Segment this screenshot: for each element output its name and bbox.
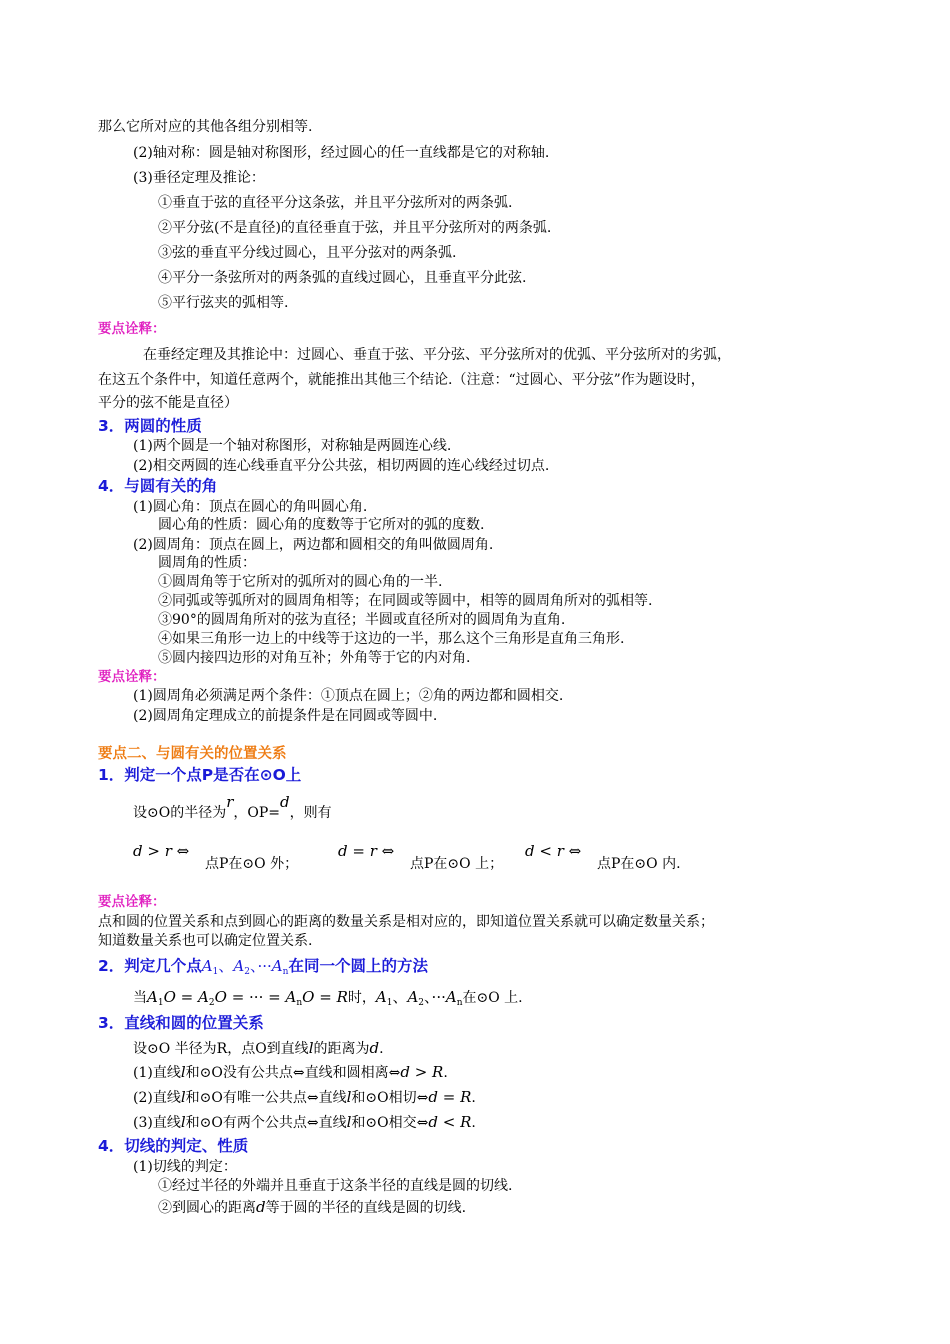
text-line: 那么它所对应的其他各组分别相等.: [98, 119, 313, 135]
text-line: ②到圆心的距离d等于圆的半径的直线是圆的切线.: [158, 1198, 467, 1216]
text-line: (2)轴对称：圆是轴对称图形，经过圆心的任一直线都是它的对称轴.: [133, 145, 550, 161]
math-points: $A_1$、$A_2$、$\cdot\cdot\cdot A_n$: [201, 957, 289, 977]
part-heading: 要点二、与圆有关的位置关系: [98, 746, 287, 762]
text-line: ①垂直于弦的直径平分这条弦，并且平分弦所对的两条弧.: [158, 195, 513, 211]
math-equation: $A_1O = A_2O$ = ··· = $A_nO = R$: [147, 988, 348, 1008]
heading-text: 2．判定几个点: [98, 957, 202, 975]
text-line: 在垂经定理及其推论中：过圆心、垂直于弦、平分弦、平分弦所对的优弧、平分弦所对的劣弧，: [143, 347, 731, 363]
text-span: ，则有: [289, 805, 332, 821]
section-heading: [98, 957, 428, 981]
text-line: ④平分一条弦所对的两条弧的直线过圆心，且垂直平分此弦.: [158, 270, 527, 286]
text-line: ⑤平行弦夹的弧相等.: [158, 295, 289, 311]
text-line: 圆心角的性质：圆心角的度数等于它所对的弧的度数.: [158, 517, 485, 533]
math-d: d: [280, 793, 290, 811]
text-line: 设⊙O 半径为R，点O到直线l的距离为d.: [133, 1039, 384, 1057]
text-line: (2)圆周角定理成立的前提条件是在同圆或等圆中.: [133, 708, 438, 724]
section-heading: 3．直线和圆的位置关系: [98, 1014, 264, 1032]
math-points: $A_1$、$A_2$、$\cdot\cdot\cdot A_n$: [375, 988, 463, 1008]
text-line: ⑤圆内接四边形的对角互补；外角等于它的内对角.: [158, 650, 471, 666]
note-title: 要点诠释：: [98, 669, 166, 685]
text-line: (1)圆心角：顶点在圆心的角叫圆心角.: [133, 499, 368, 515]
text-line: 点P在⊙O 内.: [597, 856, 681, 872]
section-heading: 3．两圆的性质: [98, 417, 202, 435]
text-line: (2)相交两圆的连心线垂直平分公共弦，相切两圆的连心线经过切点.: [133, 458, 550, 474]
text-line: 圆周角的性质：: [158, 555, 256, 571]
text-line: 点P在⊙O 外；: [205, 856, 299, 872]
text-line: (2)圆周角：顶点在圆上，两边都和圆相交的角叫做圆周角.: [133, 537, 494, 553]
math-condition: d > r ⇔: [133, 842, 190, 860]
math-condition: d = r ⇔: [338, 842, 395, 860]
text-line: (3)垂径定理及推论：: [133, 170, 265, 186]
text-line: 点和圆的位置关系和点到圆心的距离的数量关系是相对应的，即知道位置关系就可以确定数量关系；: [98, 914, 714, 930]
text-line: ③弦的垂直平分线过圆心，且平分弦对的两条弧.: [158, 245, 457, 261]
text-line: ③90°的圆周角所对的弦为直径；半圆或直径所对的圆周角为直角.: [158, 612, 566, 628]
math-r: r: [226, 793, 234, 811]
text-line: 平分的弦不能是直径）: [98, 395, 238, 411]
text-line: ①经过半径的外端并且垂直于这条半径的直线是圆的切线.: [158, 1178, 513, 1194]
text-line: [133, 793, 332, 822]
text-line: (1)圆周角必须满足两个条件：①顶点在圆上；②角的两边都和圆相交.: [133, 688, 564, 704]
text-line: (1)直线l和⊙O没有公共点⇔直线和圆相离⇔d > R.: [133, 1063, 448, 1081]
text-line: (1)两个圆是一个轴对称图形，对称轴是两圆连心线.: [133, 438, 452, 454]
text-span: ，OP=: [233, 805, 281, 821]
text-line: (1)切线的判定：: [133, 1159, 237, 1175]
text-line: ④如果三角形一边上的中线等于这边的一半，那么这个三角形是直角三角形.: [158, 631, 625, 647]
text-line: ①圆周角等于它所对的弧所对的圆心角的一半.: [158, 574, 443, 590]
text-line: 点P在⊙O 上；: [410, 856, 504, 872]
note-title: 要点诠释：: [98, 321, 166, 337]
text-line: (2)直线l和⊙O有唯一公共点⇔直线l和⊙O相切⇔d = R.: [133, 1088, 476, 1106]
math-condition: d < r ⇔: [525, 842, 582, 860]
text-line: 在这五个条件中，知道任意两个，就能推出其他三个结论.（注意：“过圆心、平分弦”作为题设时，: [98, 372, 705, 388]
text-line: (3)直线l和⊙O有两个公共点⇔直线l和⊙O相交⇔d < R.: [133, 1113, 476, 1131]
text-line: ②平分弦(不是直径)的直径垂直于弦，并且平分弦所对的两条弧.: [158, 220, 552, 236]
section-heading: 1．判定一个点P是否在⊙O上: [98, 766, 302, 784]
note-title: 要点诠释：: [98, 894, 166, 910]
text-line: 知道数量关系也可以确定位置关系.: [98, 933, 313, 949]
heading-text: 在同一个圆上的方法: [288, 957, 428, 975]
section-heading: 4．与圆有关的角: [98, 477, 218, 495]
section-heading: 4．切线的判定、性质: [98, 1137, 249, 1155]
text-span: 设⊙O的半径为: [133, 805, 227, 821]
text-line: 当$A_1O = A_2O$ = ··· = $A_nO = R$时，$A_1$、$A_2$、$\cdot\cdot\cdot A_n$在⊙O 上.: [133, 988, 523, 1008]
text-line: ②同弧或等弧所对的圆周角相等；在同圆或等圆中，相等的圆周角所对的弧相等.: [158, 593, 653, 609]
